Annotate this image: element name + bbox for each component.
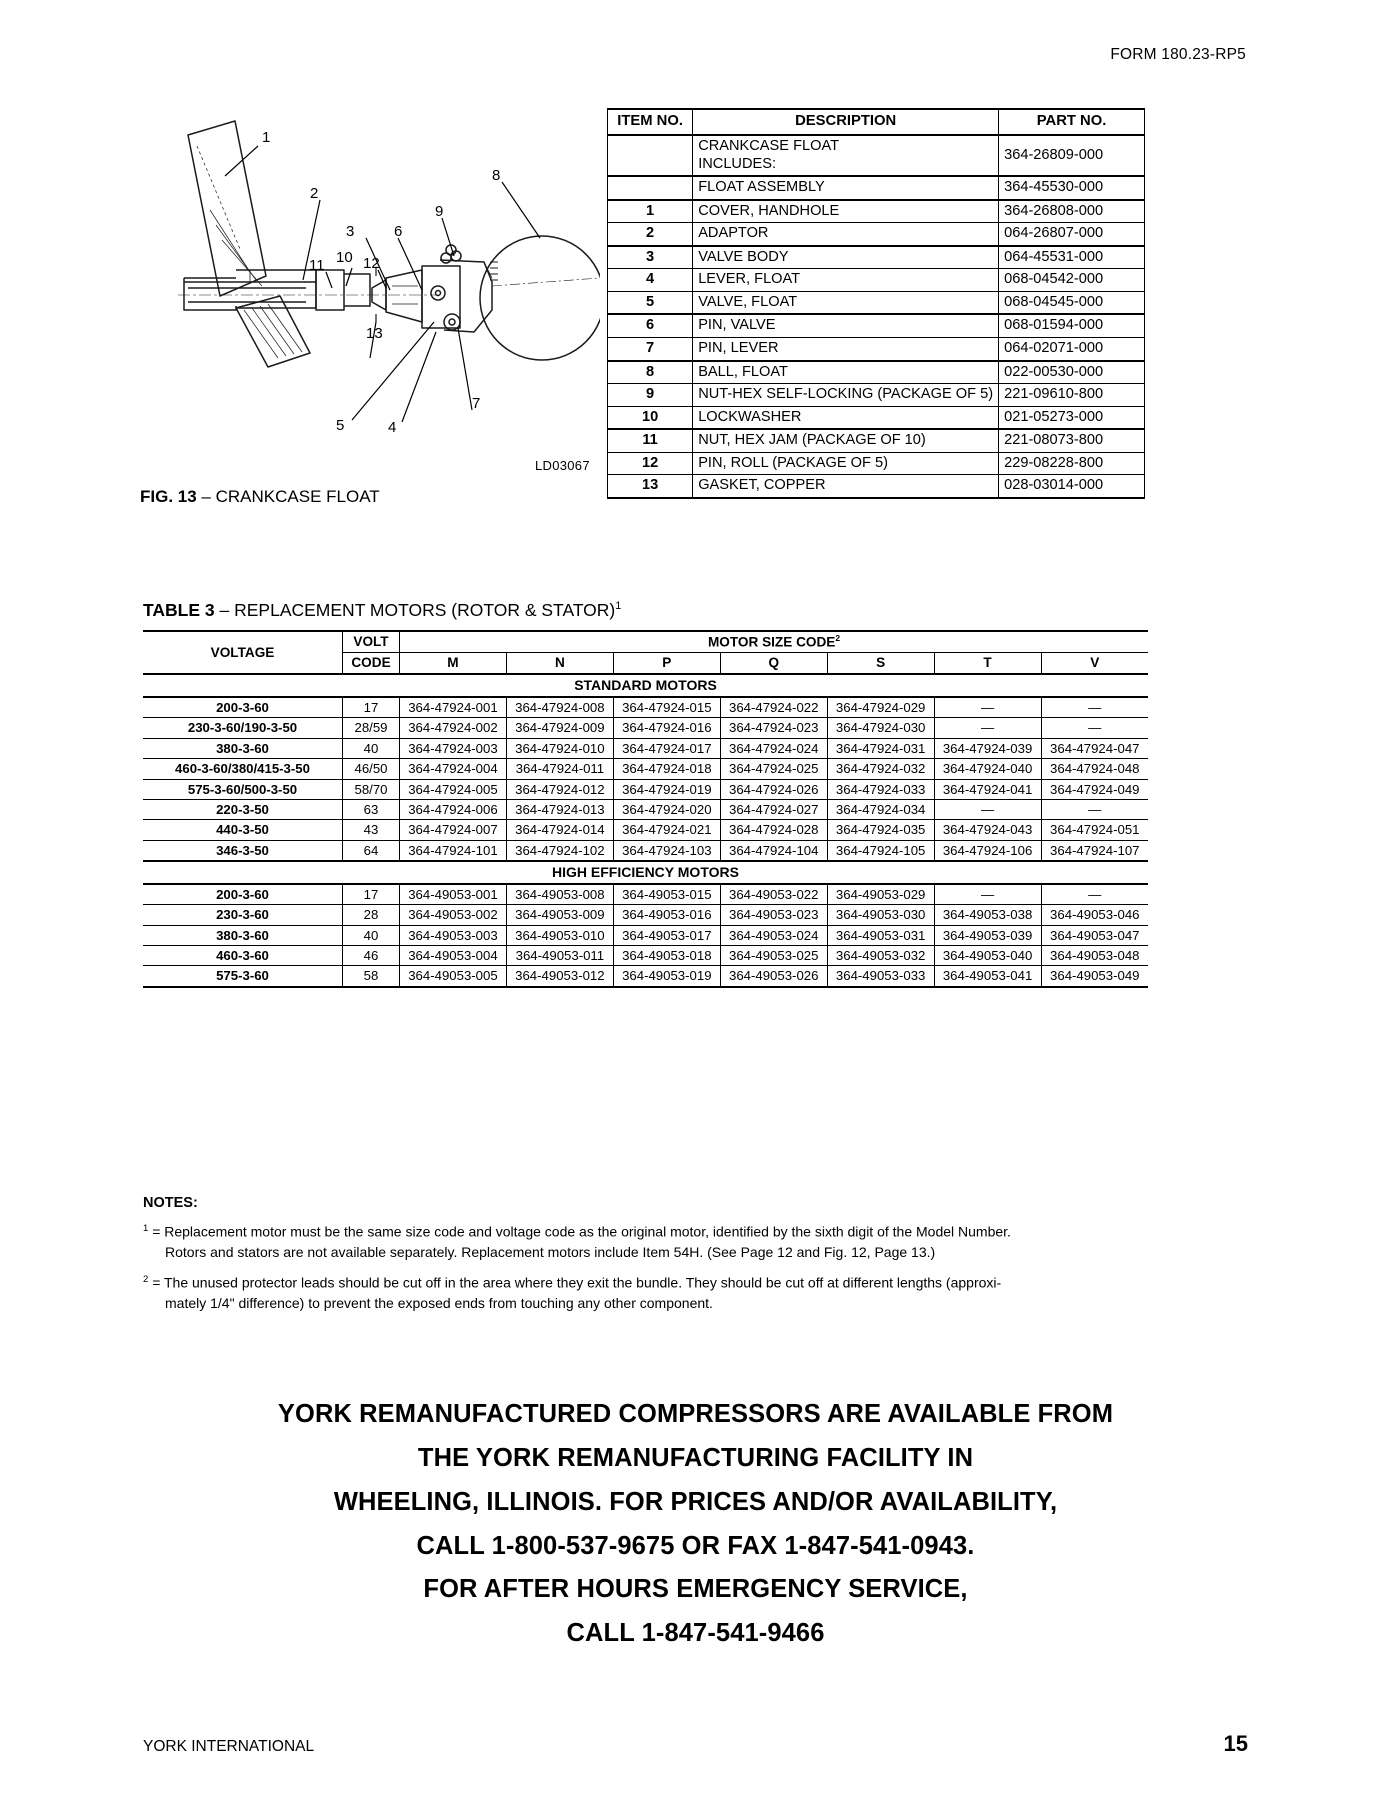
motors-cell-part-no: 364-49053-008: [506, 884, 613, 905]
motors-cell-part-no: 364-47924-032: [827, 759, 934, 779]
motors-cell-part-no: 364-49053-033: [827, 966, 934, 987]
motors-cell-part-no: —: [1041, 697, 1148, 718]
motors-header-row-1: [143, 631, 1148, 653]
motors-cell-part-no: —: [934, 884, 1041, 905]
motors-cell-part-no: 364-47924-039: [934, 738, 1041, 758]
motors-cell-part-no: 364-49053-048: [1041, 945, 1148, 965]
parts-table-row: [608, 337, 1145, 360]
figure-caption-label: FIG. 13: [140, 487, 197, 506]
motors-cell-part-no: 364-49053-015: [613, 884, 720, 905]
parts-list-table-container: [607, 108, 1145, 499]
motors-cell-part-no: 364-47924-016: [613, 718, 720, 738]
motors-cell-voltage: 220-3-50: [143, 799, 343, 819]
motors-size-code-M: M: [400, 653, 507, 674]
parts-cell-description: PIN, ROLL (PACKAGE OF 5): [693, 452, 999, 475]
motors-cell-part-no: 364-49053-046: [1041, 905, 1148, 925]
motors-cell-voltage: 200-3-60: [143, 884, 343, 905]
parts-col-description: DESCRIPTION: [693, 109, 999, 135]
parts-cell-item-no: 10: [608, 406, 693, 429]
figure-callout-1: 1: [262, 129, 271, 146]
motors-cell-volt-code: 28/59: [343, 718, 400, 738]
note-2-line1: = The unused protector leads should be cut off in the area where they exit the bundle. They should be cut off at different lengths (approxi-: [152, 1275, 1002, 1292]
motors-table-row: [143, 884, 1148, 905]
figure-callout-9: 9: [435, 203, 444, 220]
parts-cell-item-no: [608, 176, 693, 200]
motors-cell-part-no: 364-47924-023: [720, 718, 827, 738]
motors-table-row: [143, 779, 1148, 799]
figure-callout-3: 3: [346, 223, 355, 240]
parts-cell-part-no: 068-04545-000: [999, 291, 1145, 314]
motors-table-row: [143, 840, 1148, 861]
motors-cell-volt-code: 64: [343, 840, 400, 861]
parts-cell-item-no: 8: [608, 361, 693, 384]
motors-cell-part-no: 364-49053-040: [934, 945, 1041, 965]
parts-cell-description: PIN, LEVER: [693, 337, 999, 360]
motors-cell-part-no: 364-47924-025: [720, 759, 827, 779]
motors-cell-volt-code: 46/50: [343, 759, 400, 779]
parts-cell-item-no: 11: [608, 429, 693, 452]
motors-cell-part-no: 364-47924-015: [613, 697, 720, 718]
parts-cell-item-no: 3: [608, 246, 693, 269]
parts-table-body: [608, 135, 1145, 498]
motors-cell-voltage: 575-3-60/500-3-50: [143, 779, 343, 799]
motors-cell-part-no: 364-47924-004: [400, 759, 507, 779]
motors-cell-volt-code: 17: [343, 697, 400, 718]
note-1-line2: Rotors and stators are not available separately. Replacement motors include Item 54H. (See Page 12 and Fig. 12, Page 13.): [165, 1243, 936, 1260]
motors-cell-part-no: 364-49053-005: [400, 966, 507, 987]
motors-cell-part-no: 364-47924-030: [827, 718, 934, 738]
parts-cell-description: LEVER, FLOAT: [693, 269, 999, 292]
note-2-marker: 2: [143, 1274, 149, 1286]
figure-callout-6: 6: [394, 223, 403, 240]
figure-callout-10: 10: [336, 249, 353, 266]
motors-table-row: [143, 738, 1148, 758]
motors-cell-part-no: 364-49053-019: [613, 966, 720, 987]
motors-cell-volt-code: 43: [343, 820, 400, 840]
promo-line-2: THE YORK REMANUFACTURING FACILITY IN: [417, 1443, 974, 1472]
parts-cell-item-no: 5: [608, 291, 693, 314]
table3-dash: –: [219, 600, 230, 620]
motors-cell-part-no: 364-47924-031: [827, 738, 934, 758]
parts-cell-item-no: 13: [608, 475, 693, 498]
note-1-line1: = Replacement motor must be the same size code and voltage code as the original motor, identified by the sixth digit of the Model Number.: [152, 1223, 1011, 1240]
motors-cell-part-no: 364-47924-035: [827, 820, 934, 840]
motors-cell-part-no: 364-47924-047: [1041, 738, 1148, 758]
motors-cell-part-no: 364-49053-047: [1041, 925, 1148, 945]
parts-table-row: [608, 406, 1145, 429]
motors-cell-part-no: 364-47924-104: [720, 840, 827, 861]
drawing-code: LD03067: [535, 458, 590, 473]
motors-cell-part-no: 364-49053-025: [720, 945, 827, 965]
parts-cell-part-no: 064-45531-000: [999, 246, 1145, 269]
notes-section: [143, 1195, 1153, 1325]
motors-cell-voltage: 380-3-60: [143, 925, 343, 945]
motors-col-voltage: VOLTAGE: [143, 631, 343, 674]
motors-cell-part-no: 364-49053-049: [1041, 966, 1148, 987]
motors-cell-part-no: 364-47924-021: [613, 820, 720, 840]
motors-cell-part-no: 364-47924-101: [400, 840, 507, 861]
parts-table-row: [608, 200, 1145, 223]
note-item-2: [143, 1273, 1153, 1313]
motors-cell-part-no: 364-47924-041: [934, 779, 1041, 799]
motors-cell-part-no: 364-47924-049: [1041, 779, 1148, 799]
motors-size-code-T: T: [934, 653, 1041, 674]
figure-callout-7: 7: [472, 395, 481, 412]
motors-cell-voltage: 460-3-60: [143, 945, 343, 965]
motors-cell-part-no: 364-49053-041: [934, 966, 1041, 987]
parts-col-part-no: PART NO.: [999, 109, 1145, 135]
motors-cell-part-no: 364-47924-012: [506, 779, 613, 799]
parts-cell-part-no: 021-05273-000: [999, 406, 1145, 429]
parts-cell-description: FLOAT ASSEMBLY: [693, 176, 999, 200]
motors-section-header-row: [143, 861, 1148, 883]
motors-cell-part-no: 364-49053-002: [400, 905, 507, 925]
crankcase-float-figure: [140, 110, 600, 490]
motors-cell-part-no: 364-49053-024: [720, 925, 827, 945]
motors-cell-part-no: —: [1041, 718, 1148, 738]
motors-col-motor-size-code: MOTOR SIZE CODE$^2$: [400, 631, 1149, 653]
parts-cell-part-no: 229-08228-800: [999, 452, 1145, 475]
parts-table-row: [608, 475, 1145, 498]
parts-cell-description: COVER, HANDHOLE: [693, 200, 999, 223]
motors-size-code-V: V: [1041, 653, 1148, 674]
parts-table-row: [608, 452, 1145, 475]
motors-cell-part-no: 364-47924-020: [613, 799, 720, 819]
motors-cell-part-no: 364-47924-051: [1041, 820, 1148, 840]
motors-cell-part-no: 364-49053-023: [720, 905, 827, 925]
motors-cell-volt-code: 46: [343, 945, 400, 965]
motors-table-row: [143, 697, 1148, 718]
parts-cell-description: BALL, FLOAT: [693, 361, 999, 384]
promo-block: [0, 1393, 1391, 1656]
motors-table-row: [143, 799, 1148, 819]
parts-cell-part-no: 064-02071-000: [999, 337, 1145, 360]
motors-cell-part-no: 364-47924-102: [506, 840, 613, 861]
table3-title-text: REPLACEMENT MOTORS (ROTOR & STATOR): [234, 600, 616, 620]
motors-cell-part-no: 364-47924-022: [720, 697, 827, 718]
motors-cell-part-no: 364-47924-001: [400, 697, 507, 718]
figure-callout-11: 11: [309, 257, 325, 274]
motors-cell-part-no: 364-47924-029: [827, 697, 934, 718]
table3-label: TABLE 3: [143, 600, 215, 620]
figure-caption-text: CRANKCASE FLOAT: [215, 487, 380, 506]
motors-cell-volt-code: 28: [343, 905, 400, 925]
motors-cell-part-no: 364-47924-008: [506, 697, 613, 718]
motors-cell-part-no: 364-49053-038: [934, 905, 1041, 925]
parts-cell-item-no: 7: [608, 337, 693, 360]
parts-cell-part-no: 221-09610-800: [999, 384, 1145, 407]
figure-callout-5: 5: [336, 417, 345, 434]
parts-cell-description: PIN, VALVE: [693, 314, 999, 337]
motors-cell-part-no: 364-47924-002: [400, 718, 507, 738]
motors-cell-part-no: 364-47924-011: [506, 759, 613, 779]
motors-cell-part-no: —: [934, 799, 1041, 819]
notes-title: NOTES:: [143, 1195, 198, 1211]
parts-cell-description: CRANKCASE FLOAT INCLUDES:: [693, 135, 999, 176]
parts-cell-part-no: 068-04542-000: [999, 269, 1145, 292]
parts-table-row: [608, 361, 1145, 384]
parts-cell-item-no: 1: [608, 200, 693, 223]
parts-cell-part-no: 364-26809-000: [999, 135, 1145, 176]
figure-callout-4: 4: [388, 419, 397, 436]
parts-cell-item-no: 6: [608, 314, 693, 337]
motors-cell-volt-code: 40: [343, 738, 400, 758]
motors-cell-part-no: 364-49053-011: [506, 945, 613, 965]
parts-cell-description: VALVE BODY: [693, 246, 999, 269]
motors-cell-part-no: 364-47924-009: [506, 718, 613, 738]
motors-cell-part-no: —: [1041, 799, 1148, 819]
parts-table-row: [608, 314, 1145, 337]
parts-cell-part-no: 022-00530-000: [999, 361, 1145, 384]
motors-cell-voltage: 575-3-60: [143, 966, 343, 987]
motors-cell-part-no: 364-49053-012: [506, 966, 613, 987]
motors-cell-part-no: 364-49053-018: [613, 945, 720, 965]
parts-cell-description: LOCKWASHER: [693, 406, 999, 429]
motors-cell-part-no: 364-49053-029: [827, 884, 934, 905]
figure-callout-13: 13: [366, 325, 383, 342]
motors-cell-part-no: 364-47924-040: [934, 759, 1041, 779]
motors-cell-part-no: 364-47924-103: [613, 840, 720, 861]
motors-section-title: HIGH EFFICIENCY MOTORS: [143, 861, 1148, 883]
note-1-marker: 1: [143, 1223, 149, 1234]
parts-cell-part-no: 068-01594-000: [999, 314, 1145, 337]
motors-cell-volt-code: 40: [343, 925, 400, 945]
parts-cell-item-no: 9: [608, 384, 693, 407]
motors-cell-part-no: 364-47924-107: [1041, 840, 1148, 861]
motors-cell-part-no: —: [934, 718, 1041, 738]
figure-caption-dash: –: [201, 487, 211, 506]
parts-table-row: [608, 246, 1145, 269]
promo-line-3: WHEELING, ILLINOIS. FOR PRICES AND/OR AVAILABILITY,: [333, 1487, 1058, 1516]
form-number: FORM 180.23-RP5: [1110, 46, 1246, 63]
parts-cell-part-no: 364-26808-000: [999, 200, 1145, 223]
motors-section-header-row: [143, 674, 1148, 696]
parts-table-row: [608, 384, 1145, 407]
motors-cell-part-no: 364-47924-028: [720, 820, 827, 840]
motors-cell-part-no: 364-47924-027: [720, 799, 827, 819]
motors-section-title: STANDARD MOTORS: [143, 674, 1148, 696]
parts-cell-part-no: 221-08073-800: [999, 429, 1145, 452]
motors-cell-part-no: 364-47924-106: [934, 840, 1041, 861]
motors-cell-part-no: 364-47924-003: [400, 738, 507, 758]
motors-table-body: [143, 674, 1148, 986]
promo-line-1: YORK REMANUFACTURED COMPRESSORS ARE AVAILABLE FROM: [277, 1400, 1114, 1428]
motors-size-code-Q: Q: [720, 653, 827, 674]
motors-table-row: [143, 905, 1148, 925]
motors-cell-part-no: 364-47924-026: [720, 779, 827, 799]
parts-table-header-row: [608, 109, 1145, 135]
motors-cell-part-no: 364-47924-010: [506, 738, 613, 758]
motors-table-row: [143, 945, 1148, 965]
motors-cell-part-no: 364-49053-031: [827, 925, 934, 945]
parts-col-item-no: ITEM NO.: [608, 109, 693, 135]
crankcase-float-drawing: [140, 110, 600, 490]
motors-cell-part-no: 364-49053-026: [720, 966, 827, 987]
note-2-line2: mately 1/4" difference) to prevent the exposed ends from touching any other component.: [165, 1294, 713, 1311]
motors-cell-part-no: 364-49053-017: [613, 925, 720, 945]
parts-table-row: [608, 176, 1145, 200]
motors-cell-part-no: 364-49053-030: [827, 905, 934, 925]
table3-title-footnote: 1: [615, 600, 622, 613]
motors-cell-volt-code: 17: [343, 884, 400, 905]
parts-cell-part-no: 364-45530-000: [999, 176, 1145, 200]
motors-cell-part-no: 364-47924-034: [827, 799, 934, 819]
motors-cell-part-no: 364-49053-016: [613, 905, 720, 925]
motors-cell-voltage: 200-3-60: [143, 697, 343, 718]
motors-cell-part-no: 364-49053-039: [934, 925, 1041, 945]
motors-cell-part-no: 364-49053-001: [400, 884, 507, 905]
promo-line-4: CALL 1-800-537-9675 OR FAX 1-847-541-0943.: [416, 1531, 975, 1560]
motors-cell-part-no: 364-47924-013: [506, 799, 613, 819]
motors-table-row: [143, 759, 1148, 779]
motors-cell-voltage: 380-3-60: [143, 738, 343, 758]
motors-cell-part-no: 364-47924-014: [506, 820, 613, 840]
parts-cell-item-no: 4: [608, 269, 693, 292]
replacement-motors-table: [143, 630, 1148, 988]
motors-col-volt-code-bottom: CODE: [343, 653, 400, 674]
parts-cell-description: NUT-HEX SELF-LOCKING (PACKAGE OF 5): [693, 384, 999, 407]
motors-cell-part-no: 364-47924-006: [400, 799, 507, 819]
promo-line-6: CALL 1-847-541-9466: [566, 1619, 825, 1648]
motors-cell-part-no: 364-49053-003: [400, 925, 507, 945]
motors-cell-part-no: 364-47924-105: [827, 840, 934, 861]
parts-cell-description: VALVE, FLOAT: [693, 291, 999, 314]
parts-cell-description: ADAPTOR: [693, 223, 999, 246]
motors-table-row: [143, 925, 1148, 945]
motors-cell-part-no: 364-47924-005: [400, 779, 507, 799]
motors-cell-part-no: 364-47924-033: [827, 779, 934, 799]
motors-cell-part-no: 364-47924-024: [720, 738, 827, 758]
motors-cell-voltage: 230-3-60/190-3-50: [143, 718, 343, 738]
parts-cell-part-no: 028-03014-000: [999, 475, 1145, 498]
footer-company: YORK INTERNATIONAL: [143, 1738, 315, 1755]
motors-cell-volt-code: 63: [343, 799, 400, 819]
parts-cell-description: GASKET, COPPER: [693, 475, 999, 498]
figure-caption: [140, 487, 380, 507]
motors-size-code-S: S: [827, 653, 934, 674]
motors-size-code-P: P: [613, 653, 720, 674]
note-item-1: [143, 1222, 1153, 1262]
footer-page-number: 15: [1223, 1731, 1248, 1756]
parts-cell-description: NUT, HEX JAM (PACKAGE OF 10): [693, 429, 999, 452]
motors-size-code-N: N: [506, 653, 613, 674]
parts-table-row: [608, 269, 1145, 292]
motors-table-row: [143, 820, 1148, 840]
parts-table-row: [608, 135, 1145, 176]
motors-cell-voltage: 230-3-60: [143, 905, 343, 925]
parts-cell-part-no: 064-26807-000: [999, 223, 1145, 246]
motors-table-row: [143, 966, 1148, 987]
motors-cell-part-no: 364-47924-019: [613, 779, 720, 799]
parts-table-row: [608, 291, 1145, 314]
motors-cell-part-no: 364-49053-022: [720, 884, 827, 905]
motors-cell-part-no: 364-47924-017: [613, 738, 720, 758]
table3-title: [143, 600, 621, 621]
motors-col-volt-code-top: VOLT: [343, 631, 400, 653]
motors-cell-part-no: —: [934, 697, 1041, 718]
promo-line-5: FOR AFTER HOURS EMERGENCY SERVICE,: [423, 1575, 968, 1604]
figure-callout-12: 12: [363, 255, 380, 272]
motors-cell-volt-code: 58/70: [343, 779, 400, 799]
figure-callout-2: 2: [310, 185, 319, 202]
parts-cell-item-no: [608, 135, 693, 176]
motors-cell-part-no: 364-49053-010: [506, 925, 613, 945]
parts-table-row: [608, 223, 1145, 246]
motors-cell-part-no: 364-47924-048: [1041, 759, 1148, 779]
figure-callout-8: 8: [492, 167, 501, 184]
motors-cell-part-no: 364-49053-004: [400, 945, 507, 965]
motors-cell-part-no: 364-49053-009: [506, 905, 613, 925]
motors-cell-voltage: 460-3-60/380/415-3-50: [143, 759, 343, 779]
motors-cell-part-no: 364-47924-007: [400, 820, 507, 840]
parts-cell-item-no: 12: [608, 452, 693, 475]
motors-cell-part-no: 364-47924-043: [934, 820, 1041, 840]
motors-cell-part-no: —: [1041, 884, 1148, 905]
motors-cell-voltage: 346-3-50: [143, 840, 343, 861]
parts-cell-item-no: 2: [608, 223, 693, 246]
parts-table-row: [608, 429, 1145, 452]
replacement-motors-table-container: [143, 630, 1148, 988]
motors-cell-voltage: 440-3-50: [143, 820, 343, 840]
motors-cell-volt-code: 58: [343, 966, 400, 987]
motors-cell-part-no: 364-47924-018: [613, 759, 720, 779]
motors-cell-part-no: 364-49053-032: [827, 945, 934, 965]
parts-list-table: [607, 108, 1145, 499]
motors-table-row: [143, 718, 1148, 738]
